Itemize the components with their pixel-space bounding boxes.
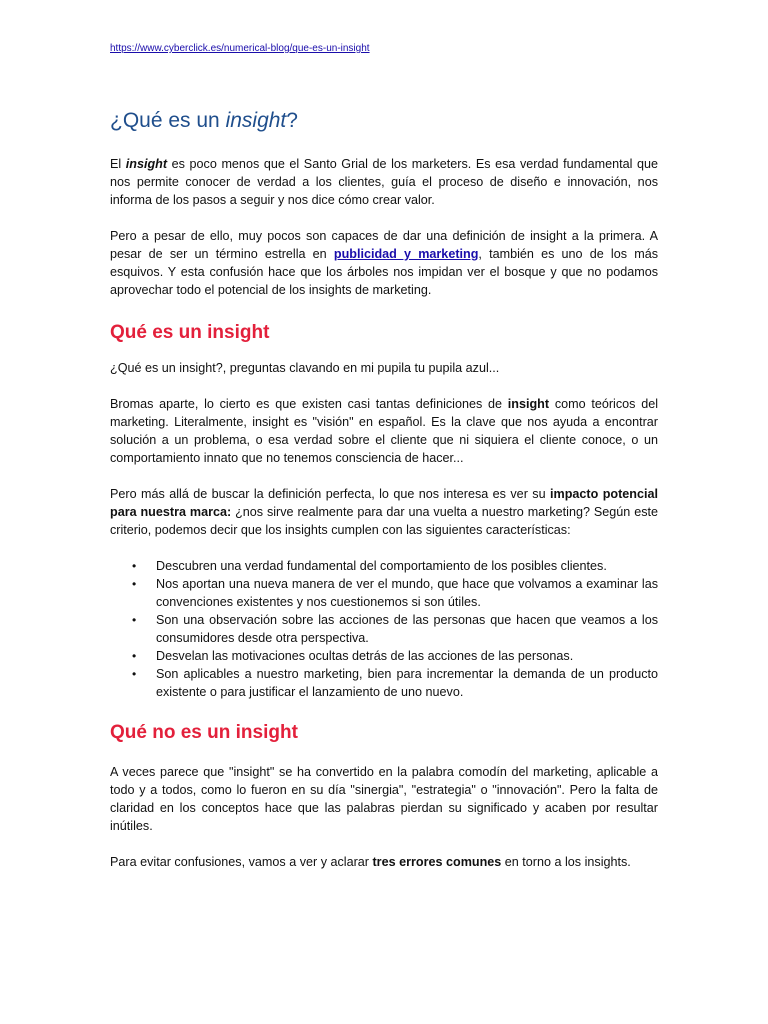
s1p3-post: ¿nos sirve realmente para dar una vuelta a nuestro marketing? Según este criterio, podemos decir que los insights cumplen con las siguientes características:: [110, 505, 658, 537]
s1p2-post: como teóricos del marketing. Literalmente, insight es "visión" en español. Es la clave que nos ayuda a encontrar solución a un problema, o esa verdad sobre el cliente que ni siquiera el cliente conoce, o un comportamiento innato que no tenemos consciencia de hacer...: [110, 397, 658, 465]
publicidad-marketing-link[interactable]: publicidad y marketing: [333, 247, 479, 261]
s2p2-post: en torno a los insights.: [501, 855, 631, 869]
intro-p1-pre: El: [110, 157, 126, 171]
title-after: ?: [286, 109, 298, 132]
intro-p1-post: es poco menos que el Santo Grial de los marketers. Es esa verdad fundamental que nos permite conocer de verdad a los clientes, guía el proceso de diseño e innovación, nos informa de los pasos a seguir y nos dice cómo crear valor.: [110, 157, 659, 207]
document-page: [110, 38, 658, 871]
s1p3-bold: impacto potencial para nuestra marca:: [110, 487, 658, 519]
bullet-icon: •: [132, 577, 137, 591]
bullet-icon: •: [132, 667, 137, 681]
section1-paragraph-1: ¿Qué es un insight?, preguntas clavando en mi pupila tu pupila azul...: [110, 361, 500, 375]
bullet-icon: •: [132, 559, 137, 573]
bullet-icon: •: [132, 613, 137, 627]
intro-paragraph-1: [110, 155, 658, 209]
list-item: [110, 557, 658, 575]
list-item-text: Son aplicables a nuestro marketing, bien para incrementar la demanda de un producto existente o para justificar el lanzamiento de uno nuevo.: [156, 667, 658, 699]
list-item: [110, 611, 658, 647]
list-item-text: Nos aportan una nueva manera de ver el mundo, que hace que volvamos a examinar las convenciones existentes y nos cuestionemos si son útiles.: [156, 577, 658, 609]
page-title: [110, 108, 658, 134]
intro-paragraph-2: [110, 227, 658, 299]
intro-p2-pre: Pero a pesar de ello, muy pocos son capaces de dar una definición de insight a la primera. A pesar de ser un término estrella en: [110, 229, 658, 261]
list-item-text: Son una observación sobre las acciones de las personas que hacen que veamos a los consumidores desde otra perspectiva.: [156, 613, 658, 645]
s2p2-pre: Para evitar confusiones, vamos a ver y aclarar: [110, 855, 373, 869]
s1p2-bold: insight: [507, 397, 550, 411]
section1-paragraph-2: [110, 395, 658, 467]
characteristics-list: [110, 557, 658, 701]
list-item: [110, 647, 658, 665]
s1p2-pre: Bromas aparte, lo cierto es que existen casi tantas definiciones de: [110, 397, 508, 411]
source-url-link[interactable]: https://www.cyberclick.es/numerical-blog/que-es-un-insight: [110, 43, 370, 54]
title-before: ¿Qué es un: [110, 109, 226, 132]
intro-p1-emphasis: insight: [125, 157, 168, 171]
s1p3-pre: Pero más allá de buscar la definición perfecta, lo que nos interesa es ver su: [110, 487, 551, 501]
section2-paragraph-2: [110, 853, 658, 871]
intro-p2-post: , también es uno de los más esquivos. Y esta confusión hace que los árboles nos impidan ver el bosque y que no podamos aprovechar todo el potencial de los insights de marketing.: [110, 247, 658, 297]
list-item: [110, 575, 658, 611]
section-heading-que-no-es: Qué no es un insight: [110, 722, 298, 743]
section2-paragraph-1: A veces parece que "insight" se ha convertido en la palabra comodín del marketing, aplicable a todo y a todos, como lo fueron en su día "sinergia", "estrategia" o "innovación". Pero la falta de claridad en los conceptos hace que las palabras pierdan su significado y acaben por resultar inútiles.: [110, 765, 658, 833]
s2p2-bold: tres errores comunes: [372, 855, 502, 869]
title-italic: insight: [225, 109, 287, 132]
section1-paragraph-3: [110, 485, 658, 539]
list-item-text: Descubren una verdad fundamental del comportamiento de los posibles clientes.: [156, 559, 607, 573]
bullet-icon: •: [132, 649, 137, 663]
section-heading-que-es: Qué es un insight: [110, 322, 270, 343]
list-item: [110, 665, 658, 701]
list-item-text: Desvelan las motivaciones ocultas detrás de las acciones de las personas.: [156, 649, 574, 663]
